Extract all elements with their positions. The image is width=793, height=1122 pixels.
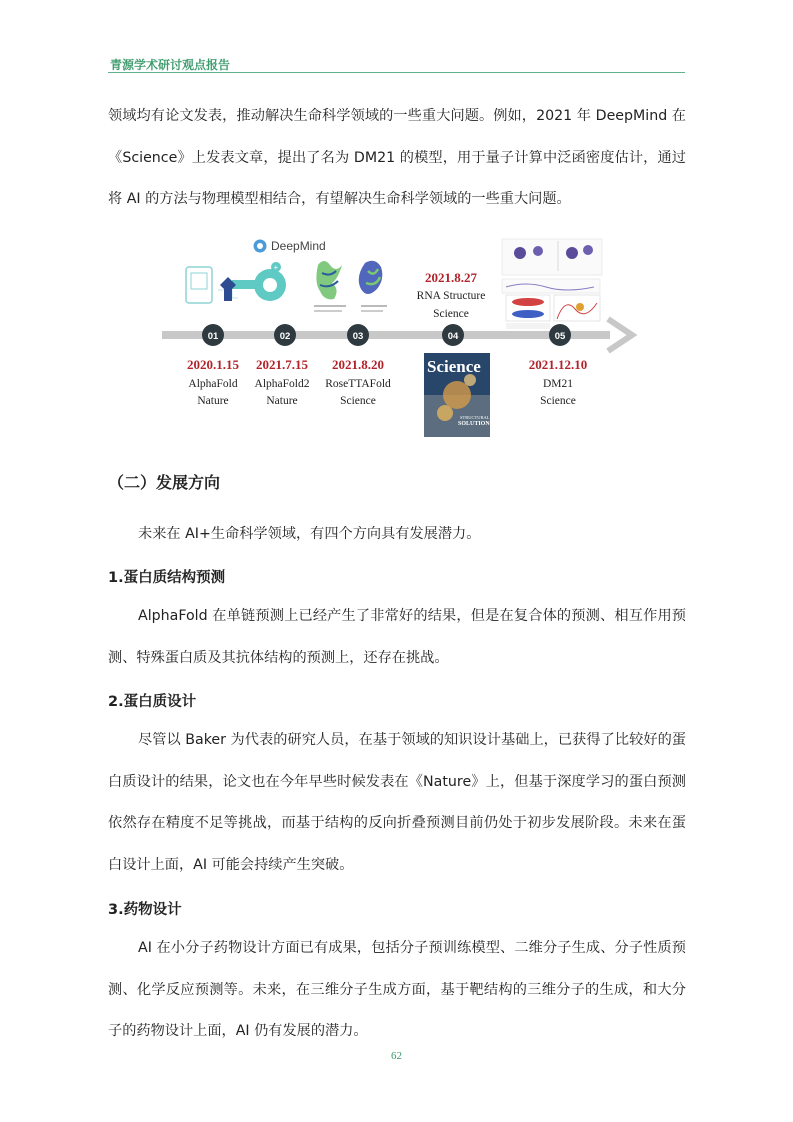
svg-text:03: 03 <box>352 331 364 342</box>
milestone-name: RoseTTAFold <box>325 378 391 390</box>
milestone-date: 2021.7.15 <box>256 357 308 372</box>
subsection-text-1: AlphaFold 在单链预测上已经产生了非常好的结果，但是在复合体的预测、相互作用预测、特殊蛋白质及其抗体结构的预测上，还存在挑战。 <box>108 608 686 666</box>
header-title: 青源学术研讨观点报告 <box>110 58 231 72</box>
deepmind-logo <box>254 239 326 253</box>
milestone-date: 2021.8.27 <box>425 270 477 285</box>
milestone-venue: Nature <box>197 395 229 407</box>
svg-text:04: 04 <box>447 331 459 342</box>
milestone-01-label <box>187 357 240 407</box>
intro-paragraph <box>108 96 686 221</box>
key-lock-illustration <box>186 262 286 303</box>
cover-headline-2: SOLUTION <box>458 421 490 427</box>
protein-structures <box>314 261 387 312</box>
deepmind-timeline-figure <box>160 235 640 445</box>
subsection-text-2: 尽管以 Baker 为代表的研究人员，在基于领域的知识设计基础上，已获得了比较好的蛋白质设计的结果，论文也在今年早些时候发表在《Nature》上，但基于深度学习的蛋白预测依然存在精度不足等挑战，而基于结构的反向折叠预测目前仍处于初步发展阶段。未来在蛋白设计上面，AI 可能会持续产生突破。 <box>108 732 686 873</box>
milestone-node-04 <box>442 324 464 346</box>
milestone-03-label <box>325 357 391 407</box>
svg-text:02: 02 <box>279 331 291 342</box>
milestone-venue: Nature <box>266 395 298 407</box>
svg-text:+: + <box>273 263 279 272</box>
milestone-date: 2021.12.10 <box>528 357 588 372</box>
milestone-venue: Science <box>433 308 469 320</box>
milestone-05-label <box>529 357 588 407</box>
milestone-venue: Science <box>340 395 376 407</box>
page-number: 62 <box>391 1050 402 1062</box>
subsection-paragraph-2 <box>108 720 686 886</box>
science-journal-cover <box>424 353 490 437</box>
subsection-paragraph-3 <box>108 928 686 1053</box>
milestone-name: AlphaFold <box>188 378 238 390</box>
section-title: （二）发展方向 <box>108 473 221 492</box>
svg-text:05: 05 <box>554 331 566 342</box>
dm21-result-panels <box>502 239 602 329</box>
cover-masthead: Science <box>427 357 481 376</box>
svg-text:01: 01 <box>207 331 219 342</box>
milestone-02-label <box>255 357 310 407</box>
intro-text: 领域均有论文发表，推动解决生命科学领域的一些重大问题。例如，2021 年 DeepMind 在《Science》上发表文章，提出了名为 DM21 的模型，用于量子计算中泛函密度估计，通过将 AI 的方法与物理模型相结合，有望解决生命科学领域的一些重大问题。 <box>108 108 686 207</box>
subsection-text-3: AI 在小分子药物设计方面已有成果，包括分子预训练模型、二维分子生成、分子性质预测、化学反应预测等。未来，在三维分子生成方面，基于靶结构的三维分子的生成，和大分子的药物设计上面，AI 仍有发展的潜力。 <box>108 940 686 1039</box>
milestone-node-01 <box>202 324 224 346</box>
milestone-name: DM21 <box>542 378 574 390</box>
subsection-heading-3: 3.药物设计 <box>108 902 182 918</box>
section-intro-paragraph <box>108 514 686 556</box>
deepmind-logo-text: DeepMind <box>271 239 326 253</box>
subsection-heading-2: 2.蛋白质设计 <box>108 694 197 710</box>
milestone-node-05 <box>549 324 571 346</box>
milestone-name: AlphaFold2 <box>254 378 310 390</box>
subsection-heading-1: 1.蛋白质结构预测 <box>108 570 226 586</box>
header-divider <box>108 72 685 73</box>
milestone-date: 2020.1.15 <box>187 357 239 372</box>
milestone-04-label <box>417 270 486 320</box>
milestone-node-03 <box>347 324 369 346</box>
milestone-date: 2021.8.20 <box>332 357 384 372</box>
cover-headline-1: STRUCTURAL <box>460 415 490 420</box>
milestone-node-02 <box>274 324 296 346</box>
milestone-venue: Science <box>540 395 576 407</box>
subsection-paragraph-1 <box>108 596 686 679</box>
milestone-name: RNA Structure <box>416 290 486 302</box>
section-intro-text: 未来在 AI+生命科学领域，有四个方向具有发展潜力。 <box>138 526 481 542</box>
